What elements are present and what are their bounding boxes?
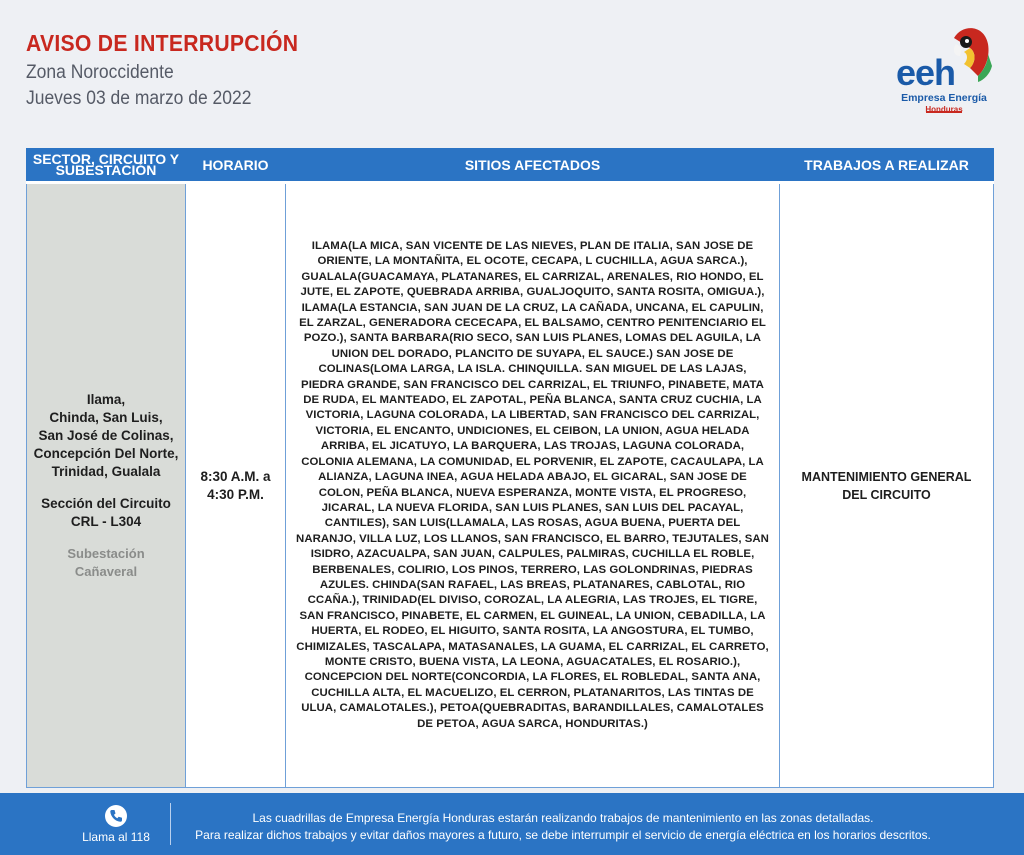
hours-to: 4:30 P.M. (207, 486, 264, 502)
footer-line: Para realizar dichos trabajos y evitar daños mayores a futuro, se debe interrumpir el servicio de energía eléctrica en los horarios descritos. (195, 828, 931, 842)
substation-name: Cañaveral (74, 563, 138, 579)
sector-line: Ilama, (86, 391, 126, 407)
table-row (27, 183, 994, 788)
sector-line: San José de Colinas, (38, 427, 174, 443)
header-sites: SITIOS AFECTADOS (286, 149, 780, 183)
substation-label-text: Subestación (67, 545, 145, 561)
sector-line: Chinda, San Luis, (49, 409, 163, 425)
phone-icon (105, 805, 127, 827)
interruption-table (26, 148, 994, 788)
substation-label (33, 545, 179, 581)
logo-company-name: Empresa Energía (901, 92, 987, 104)
header-sector: SECTOR, CIRCUITO Y SUBESTACIÓN (27, 149, 186, 183)
phone-label: Llama al 118 (82, 830, 150, 844)
logo-mark: eeh (896, 52, 956, 93)
notice-title: AVISO DE INTERRUPCIÓN (26, 30, 299, 56)
notice-header (26, 30, 322, 110)
footer-message (178, 810, 948, 844)
hours-cell (186, 183, 286, 788)
eeh-logo (892, 22, 996, 118)
hours-from: 8:30 A.M. a (200, 468, 271, 484)
footer-line: Las cuadrillas de Empresa Energía Honduras estarán realizando trabajos de mantenimiento en las zonas detalladas. (252, 811, 874, 825)
logo-country: Honduras (925, 105, 963, 114)
sector-cell (27, 183, 186, 788)
sector-line: Concepción Del Norte, (33, 445, 179, 461)
zone-name: Zona Noroccidente (26, 62, 174, 83)
notice-date: Jueves 03 de marzo de 2022 (26, 88, 252, 109)
section-label: Sección del Circuito (41, 495, 171, 511)
table-header-row (27, 149, 994, 183)
header-work: TRABAJOS A REALIZAR (780, 149, 994, 183)
sector-line: Trinidad, Gualala (51, 463, 161, 479)
affected-sites-cell: ILAMA(LA MICA, SAN VICENTE DE LAS NIEVES, PLAN DE ITALIA, SAN JOSE DE ORIENTE, LA MONTAÑITA, EL OCOTE, CECAPA, L CUCHILLA, AGUA SARCA.), GUALALA(GUACAMAYA, PLATANARES, EL CARRIZAL, ARENALES, RIO HONDO, EL JUTE, EL ZAPOTE, QUEBRADA ARRIBA, GUALJOQUITO, SANTA ROSITA, OMIGUA.), ILAMA(LA ESTANCIA, SAN JUAN DE LA CRUZ, LA CAÑADA, UNCANA, EL CAPULIN, EL ZARZAL, GENERADORA CECECAPA, EL BALSAMO, CENTRO PENITENCIARIO EL POZO.), SANTA BARBARA(RIO SECO, SAN LUIS PLANES, LOMAS DEL AGUILA, LA UNION DEL DORADO, PLANCITO DE SUYAPA, EL SAUCE.) SAN JOSE DE COLINAS(LOMA LARGA, LA ISLA. CHINQUILLA. SAN MIGUEL DE LAS LAJAS, PIEDRA GRANDE, SAN FRANCISCO DEL CARRIZAL, EL TRIUNFO, PINABETE, MATA DE RUDA, EL MANTEADO, EL ZAPOTAL, PEÑA BLANCA, SANTA CRUZ CUCHIA, LA VICTORIA, LAGUNA COLORADA, LA LIBERTAD, SAN FRANCISCO DEL CARRIZAL, VICTORIA, EL ENCANTO, UNDICIONES, EL CEIBON, LA UNION, AGUA HELADA ARRIBA, EL JICATUYO, LA BARQUERA, LAS TROJAS, LAGUNA COLORADA, COLONIA ALEMANA, LA COMUNIDAD, EL PORVENIR, EL ZAPOTE, CACAULAPA, LA ALIANZA, LAGUNA INEA, AGUA HELADA ABAJO, EL GICARAL, SAN JOSE DE COLON, PEÑA BLANCA, NUEVA ESPERANZA, MONTE VISTA, EL PROGRESO, JICARAL, LA NUEVA FLORIDA, SAN LUIS PLANES, SAN LUIS DEL PACAYAL, CANTILES), SAN LUIS(LLAMALA, LAS ROSAS, AGUA BUENA, PUERTA DEL NARANJO, VILLA LUZ, LOS LLANOS, SAN FRANCISCO, EL BARRO, TEJUTALES, SAN ISIDRO, AZACUALPA, SAN JUAN, CALPULES, PALMIRAS, CUCHILLA EL ROBLE, BERBENALES, COLIRIO, LOS PINOS, TERRERO, LAS GOLONDRINAS, PIEDRAS AZULES. CHINDA(SAN RAFAEL, LAS BREAS, PLATANARES, CABLOTAL, RIO CCAÑA.), TRINIDAD(EL DIVISO, COROZAL, LA ALEGRIA, LAS TROJES, EL TIGRE, SAN FRANCISCO, PINABETE, EL CARMEN, EL GUINEAL, LA UNION, CEBADILLA, LA HUERTA, EL RODEO, EL HIGUITO, SANTA ROSITA, LA ANGOSTURA, EL TUMBO, CHIMIZALES, TASCALAPA, MATASANALES, LA GUAMA, EL CARRIZAL, EL CARRETO, MONTE CRISTO, BUENA VISTA, LA LEONA, AGUACATALES, EL ROSARIO.), CONCEPCION DEL NORTE(CONCORDIA, LA FLORES, EL ROBLEDAL, SANTA ANA, CUCHILLA ALTA, EL MACUELIZO, EL CERRON, PLATANARITOS, LAS TINTAS DE ULUA, CAMALOTALES.), PETOA(QUEBRADITAS, BARANDILLALES, CAMALOTALES DE PETOA, AGUA SARCA, HONDURITAS.) (286, 183, 780, 788)
header-hours: HORARIO (186, 149, 286, 183)
footer-divider (170, 803, 171, 845)
footer-banner (0, 793, 1024, 855)
circuit-code: CRL - L304 (70, 513, 142, 529)
work-cell: MANTENIMIENTO GENERAL DEL CIRCUITO (780, 183, 994, 788)
